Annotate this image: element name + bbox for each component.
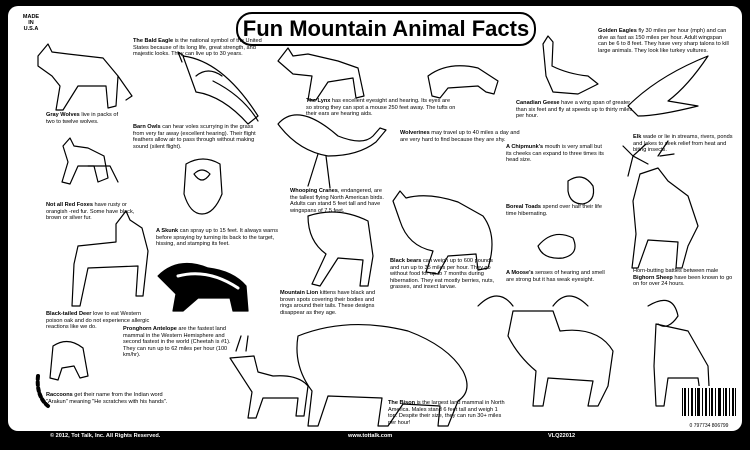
activity-sheet (8, 6, 742, 431)
gray-wolf-drawing (38, 44, 132, 110)
fact-name: Gray Wolves (46, 112, 80, 118)
fact-gray-wolves (46, 112, 126, 125)
golden-eagle-drawing (628, 56, 708, 116)
chipmunk-drawing (568, 177, 594, 204)
product-code: VLQ22012 (548, 433, 576, 439)
fact-text: kittens have black and brown spots covering their bodies and rings around their tails. These designs disappear as they age. (280, 290, 376, 316)
fact-name: Mountain Lion (280, 290, 319, 296)
fact-text: can weigh up to 600 pounds and run up to 35 miles per hour. They go without food for up to 7 months during hibernation. They eat mostly berries, nuts, grasses, and insect larvae. (390, 258, 495, 291)
fact-text: are the fastest land mammal in the Western Hemisphere and second fastest in the world (Cheetah is #1). They can run up to 62 miles per hour (100 km/hr). (123, 326, 231, 359)
fact-text: have a wing span of greater than six feet and fly at speeds up to thirty miles per hour. (516, 100, 633, 120)
fact-name: Canadian Geese (516, 100, 560, 106)
fact-barn-owls (133, 124, 263, 150)
made-in-usa-badge (20, 14, 42, 32)
fact-name: Black bears (390, 258, 422, 264)
fact-text: fly 30 miles per hour (mph) and can dive as fast as 150 miles per hour. Adult wingspan can be 6 to 8 feet. They have very sharp talons to kill large animals. They look like turkey vultures. (598, 28, 729, 54)
fact-name: The Bald Eagle (133, 38, 174, 44)
fact-bighorn-sheep (633, 268, 735, 288)
badge-line: MADE (22, 14, 40, 20)
fact-name: A Moose's (506, 270, 534, 276)
badge-line: IN (28, 20, 34, 26)
fact-elk (633, 134, 733, 154)
black-tailed-deer-drawing (72, 211, 148, 306)
skunk-drawing (158, 264, 248, 312)
website: www.tottalk.com (348, 433, 393, 439)
barn-owl-drawing (184, 159, 222, 214)
fact-text: get their name from the Indian word "Arakun" meaning "He scratches with his hands". (46, 392, 168, 405)
fact-text: live in packs of two to twelve wolves. (46, 112, 119, 125)
elk-drawing (623, 141, 698, 268)
fact-red-foxes (46, 202, 136, 222)
red-fox-drawing (62, 138, 118, 184)
fact-text: love to eat Western poison oak and do not experience allergic reactions like we do. (46, 311, 150, 331)
lynx-drawing (278, 48, 364, 100)
barcode-bars (680, 386, 738, 418)
fact-moose (506, 270, 606, 283)
fact-golden-eagles (598, 28, 730, 54)
fact-text: have been known to go on for over 24 hours. (633, 274, 733, 288)
fact-name: Black-tailed Deer (46, 311, 92, 317)
fact-text: is the largest land mammal in North America. Males stand 6 feet tall and weigh 1 ton. Despite their size, they can run 30+ miles per hour! (388, 400, 505, 426)
fact-name: Raccoons (46, 392, 73, 398)
fact-name: Wolverines (400, 130, 430, 136)
fact-name: Bighorn Sheep (633, 274, 673, 281)
mountain-lion-drawing (308, 212, 373, 286)
fact-canadian-geese (516, 100, 634, 120)
moose-drawing (478, 296, 613, 406)
fact-bald-eagle (133, 38, 263, 58)
barcode-number: 0 797734 806799 (689, 423, 729, 429)
fact-name: The Bison (388, 400, 416, 406)
fact-name: Pronghorn Antelope (123, 326, 177, 332)
fact-name: Boreal Toads (506, 204, 542, 210)
fact-lynx (306, 98, 456, 118)
fact-skunk (156, 228, 294, 248)
canada-goose-drawing (543, 36, 598, 94)
fact-whooping-cranes (290, 188, 390, 214)
fact-text: senses of hearing and smell are strong but it has weak eyesight. (506, 270, 605, 283)
fact-text: have rusty or orangish -red fur. Some have black, brown or silver fur. (46, 202, 135, 222)
bald-eagle-drawing (178, 52, 258, 124)
fact-name: Not all Red Foxes (46, 202, 93, 208)
boreal-toad-drawing (538, 234, 575, 258)
fact-name: Whooping Cranes (290, 188, 338, 194)
fact-chipmunk (506, 144, 606, 164)
whooping-crane-drawing (278, 115, 386, 188)
fact-text: mouth is very small but its cheeks can expand to three times its head size. (506, 144, 604, 164)
fact-text: has excellent eyesight and hearing. Its eyes are so strong they can spot a mouse 250 feet away. The tufts on their ears are hearing aids. (306, 98, 456, 118)
fact-lead: Horn-butting battles between male (633, 268, 719, 274)
fact-name: A Chipmunk's (506, 144, 544, 150)
page-title: Fun Mountain Animal Facts (236, 12, 536, 46)
fact-bison (388, 400, 506, 426)
fact-pronghorn (123, 326, 241, 359)
badge-line: U.S.A (23, 26, 39, 32)
copyright: © 2012, Tot Talk, Inc. All Rights Reserved. (50, 433, 161, 439)
fact-raccoons (46, 392, 170, 405)
fact-wolverines (400, 130, 520, 143)
pronghorn-drawing (230, 336, 308, 418)
fact-text: , endangered, are the tallest flying North American birds. Adults can stand 5 feet tall and have wingspans of 7.5 feet. (290, 188, 384, 214)
fact-text: can spray up to 15 feet. It always warns before spraying by turning its back to the target, hissing, and stamping its feet. (156, 228, 278, 248)
fact-text: may travel up to 40 miles a day and are very hard to find because they are shy. (400, 130, 520, 143)
fact-name: A Skunk (156, 228, 179, 234)
fact-name: Barn Owls (133, 124, 161, 130)
barcode (680, 386, 738, 429)
fact-text: can hear voles scurrying in the grass from very far away (excellent hearing). Their flight feathers allow air to pass through without making sound (silent flight). (133, 124, 256, 150)
fact-name: Golden Eagles (598, 28, 637, 34)
fact-black-bears (390, 258, 498, 291)
fact-name: Elk (633, 134, 642, 140)
fact-name: The Lynx (306, 98, 331, 104)
fact-mountain-lion (280, 290, 386, 316)
fact-text: wade or lie in streams, rivers, ponds and lakes to seek relief from heat and biting insects. (633, 134, 733, 154)
fact-boreal-toads (506, 204, 606, 217)
fact-text: is the national symbol of the United States because of its long life, great strength, and majestic looks. They can live up to 30 years. (133, 38, 262, 58)
wolverine-drawing (428, 66, 498, 98)
fact-text: spend over half their life time hibernating. (506, 204, 602, 217)
